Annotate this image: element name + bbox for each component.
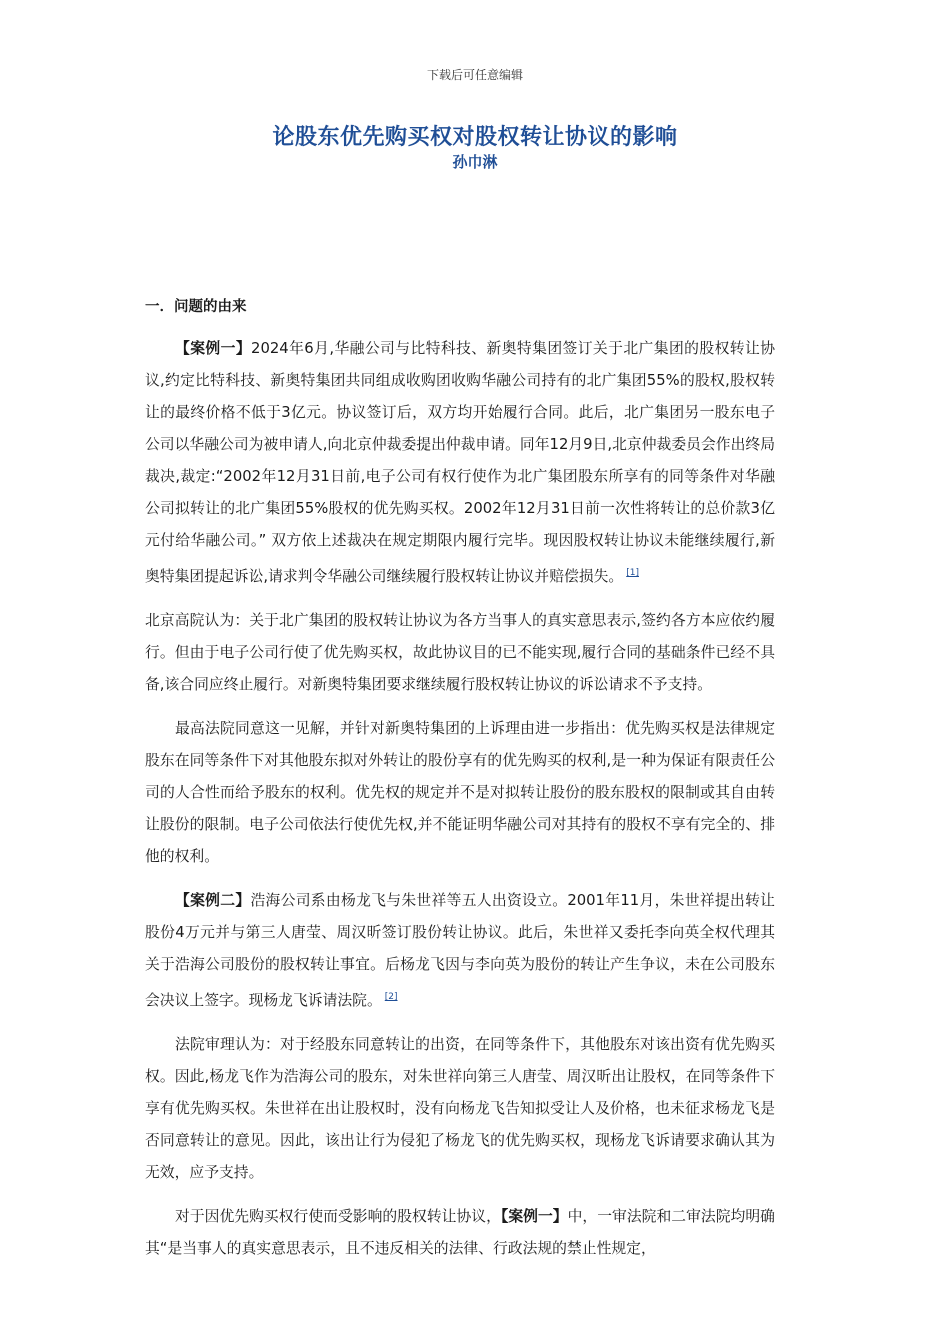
paragraph-text: 中，一审法院和二审法院均明确其“是当事人的真实意思表示，且不违反相关的法律、行政法规的禁止性规定， [145, 1207, 775, 1257]
citation-link[interactable]: [2] [384, 991, 398, 1002]
paragraph-lead: 对于因优先购买权行使而受影响的股权转让协议， [175, 1207, 501, 1225]
paragraph-court-ruling: 法院审理认为：对于经股东同意转让的出资，在同等条件下，其他股东对该出资有优先购买权。因此,杨龙飞作为浩海公司的股东，对朱世祥向第三人唐莹、周汉昕出让股权，在同等条件下享有优先购买权。朱世祥在出让股权时，没有向杨龙飞告知拟受让人及价格，也未征求杨龙飞是否同意转让的意见。因此，该出让行为侵犯了杨龙飞的优先购买权，现杨龙飞诉请要求确认其为无效，应予支持。 [145, 1035, 775, 1181]
paragraph-text: 2024年6月,华融公司与比特科技、新奥特集团签订关于北广集团的股权转让协议,约定比特科技、新奥特集团共同组成收购团收购华融公司持有的北广集团55%的股权,股权转让的最终价格不低于3亿元。协议签订后，双方均开始履行合同。此后，北广集团另一股东电子公司以华融公司为被申请人,向北京仲裁委提出仲裁申请。同年12月9日,北京仲裁委员会作出终局裁决,裁定:“2002年12月31日前,电子公司有权行使作为北广集团股东所享有的同等条件对华融公司拟转让的北广集团55%股权的优先购买权。2002年12月31日前一次性将转让的总价款3亿元付给华融公司。” 双方依上述裁决在规定期限内履行完毕。现因股权转让协议未能继续履行,新奥特集团提起诉讼,请求判令华融公司继续履行股权转让协议并赔偿损失。 [145, 340, 775, 585]
paragraph-text: 浩海公司系由杨龙飞与朱世祥等五人出资设立。2001年11月，朱世祥提出转让股份4万元并与第三人唐莹、周汉昕签订股份转让协议。此后，朱世祥又委托李向英全权代理其关于浩海公司股份的股权转让事宜。后杨龙飞因与李向英为股份的转让产生争议，未在公司股东会决议上签字。现杨龙飞诉请法院。 [145, 891, 775, 1009]
header-note: 下载后可任意编辑 [426, 68, 523, 82]
case-label: 【案例二】 [175, 891, 251, 909]
paragraph-supreme-court: 最高法院同意这一见解，并针对新奥特集团的上诉理由进一步指出：优先购买权是法律规定股东在同等条件下对其他股东拟对外转让的股份享有的优先购买的权利,是一种为保证有限责任公司的人合性而给予股东的权利。优先权的规定并不是对拟转让股份的股东股权的限制或其自由转让股份的限制。电子公司依法行使优先权,并不能证明华融公司对其持有的股权不享有完全的、排他的权利。 [145, 719, 775, 865]
author-name: 孙巾淋 [452, 153, 498, 171]
document-title: 论股东优先购买权对股权转让协议的影响 [272, 125, 678, 150]
paragraph-case-two [145, 885, 775, 1017]
paragraph-analysis [145, 1201, 775, 1265]
paragraph-beijing-court: 北京高院认为：关于北广集团的股权转让协议为各方当事人的真实意思表示,签约各方本应依约履行。但由于电子公司行使了优先购买权，故此协议目的已不能实现,履行合同的基础条件已经不具备,该合同应终止履行。对新奥特集团要求继续履行股权转让协议的诉讼请求不予支持。 [145, 611, 775, 693]
section-heading: 一．问题的由来 [145, 299, 247, 315]
citation-link[interactable]: [1] [626, 568, 639, 578]
case-label: 【案例一】 [500, 1207, 568, 1225]
document-body [145, 296, 775, 1277]
case-label: 【案例一】 [175, 340, 252, 357]
paragraph-case-one [145, 333, 775, 593]
